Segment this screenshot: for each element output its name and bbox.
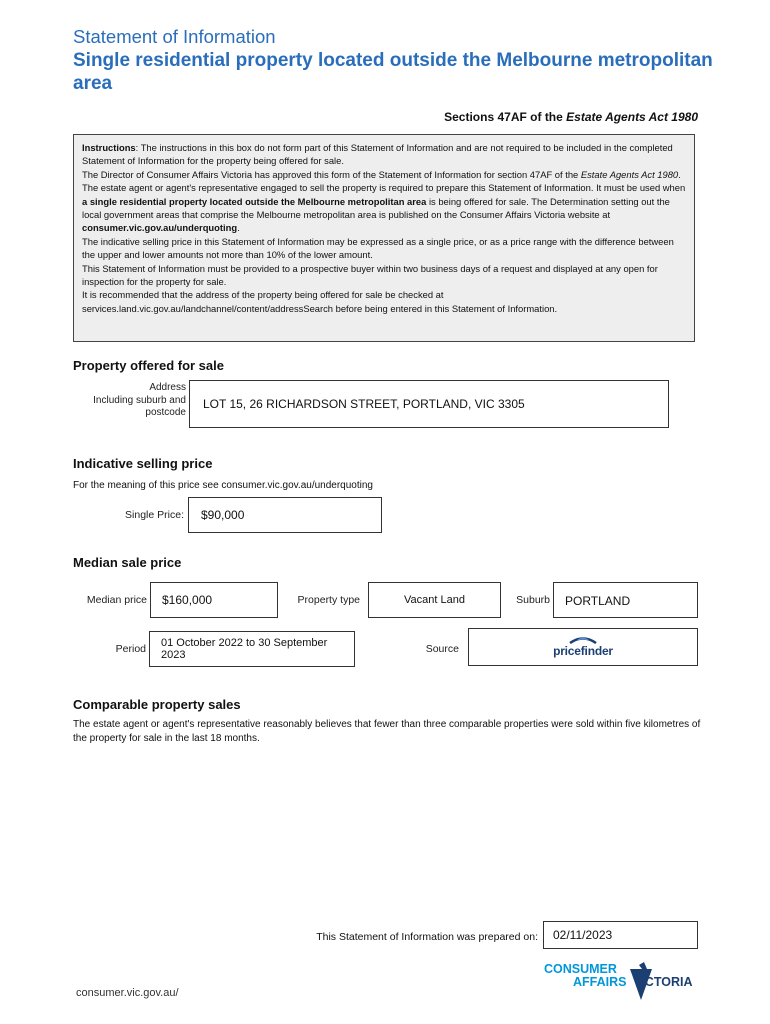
pricefinder-logo-icon	[568, 636, 598, 644]
suburb-label: Suburb	[516, 594, 550, 606]
property-heading: Property offered for sale	[73, 358, 224, 373]
consumer-affairs-victoria-logo	[543, 960, 703, 1004]
period-field[interactable]: 01 October 2022 to 30 September 2023	[149, 631, 355, 667]
single-price-label: Single Price:	[125, 509, 184, 521]
logo-victoria-text: VICTORIA	[633, 975, 693, 989]
property-type-field[interactable]: Vacant Land	[368, 582, 501, 618]
instructions-para-2: The Director of Consumer Affairs Victoria has approved this form of the Statement of Information for section 47AF of the Estate Agents Act 1980.	[82, 168, 681, 180]
prepared-date-field[interactable]: 02/11/2023	[543, 921, 698, 949]
source-label: Source	[425, 643, 459, 655]
instructions-label: Instructions	[82, 142, 136, 153]
address-label: Address Including suburb and postcode	[93, 382, 186, 418]
instructions-para-5: This Statement of Information must be provided to a prospective buyer within two business days of a request and displayed at any open for inspection for the property for sale.	[82, 262, 658, 288]
suburb-field[interactable]: PORTLAND	[553, 582, 698, 618]
document-title: Statement of Information	[73, 26, 276, 47]
source-field[interactable]	[468, 628, 698, 666]
underquoting-link[interactable]: consumer.vic.gov.au/underquoting	[82, 222, 238, 234]
logo-affairs-text: AFFAIRS	[573, 975, 627, 989]
instructions-para-4: The indicative selling price in this Statement of Information may be expressed as a single price, or as a price range with the difference between the upper and lower amounts not more than 10% of the lower amount.	[82, 235, 674, 261]
address-field[interactable]: LOT 15, 26 RICHARDSON STREET, PORTLAND, VIC 3305	[189, 380, 669, 428]
logo-star-icon	[639, 962, 647, 969]
single-price-field[interactable]: $90,000	[188, 497, 382, 533]
indicative-heading: Indicative selling price	[73, 456, 213, 471]
comparable-text: The estate agent or agent's representative reasonably believes that fewer than three comparable properties were sold within five kilometres of the property for sale in the last 18 months.	[73, 719, 701, 744]
logo-consumer-text: CONSUMER	[544, 962, 617, 976]
instructions-para-3: The estate agent or agent's representative engaged to sell the property is required to prepare this Statement of Information. It must be used when a single residential property located outside the Melbourne metropolitan area is being offered for sale. The Determination setting out the local government areas that comprise the Melbourne metropolitan area is published on the Consumer Affairs Victoria website at consumer.vic.gov.au/underquoting.	[82, 182, 686, 234]
prepared-label: This Statement of Information was prepared on:	[316, 931, 538, 943]
instructions-para-1: Instructions: The instructions in this box do not form part of this Statement of Information and are not required to be included in the completed Statement of Information for the property being offered for sale.	[82, 142, 673, 167]
sections-act: Estate Agents Act 1980	[566, 110, 698, 124]
median-price-label: Median price	[86, 594, 147, 606]
indicative-note: For the meaning of this price see consumer.vic.gov.au/underquoting	[73, 480, 373, 491]
sections-reference	[444, 110, 698, 124]
document-subtitle: Single residential property located outside the Melbourne metropolitan area	[73, 50, 713, 94]
footer-url[interactable]: consumer.vic.gov.au/	[76, 987, 179, 999]
property-type-label: Property type	[297, 594, 360, 606]
instructions-para-6: It is recommended that the address of the property being offered for sale be checked at services.land.vic.gov.au/landchannel/content/addressSearch before being entered in this Statement of Information.	[82, 289, 558, 314]
instructions-box	[73, 134, 695, 342]
comparable-heading: Comparable property sales	[73, 697, 241, 712]
median-heading: Median sale price	[73, 555, 182, 570]
period-label: Period	[115, 643, 146, 655]
median-price-field[interactable]: $160,000	[150, 582, 278, 618]
pricefinder-logo-text: pricefinder	[553, 644, 613, 658]
sections-prefix: Sections 47AF of the	[444, 110, 567, 124]
